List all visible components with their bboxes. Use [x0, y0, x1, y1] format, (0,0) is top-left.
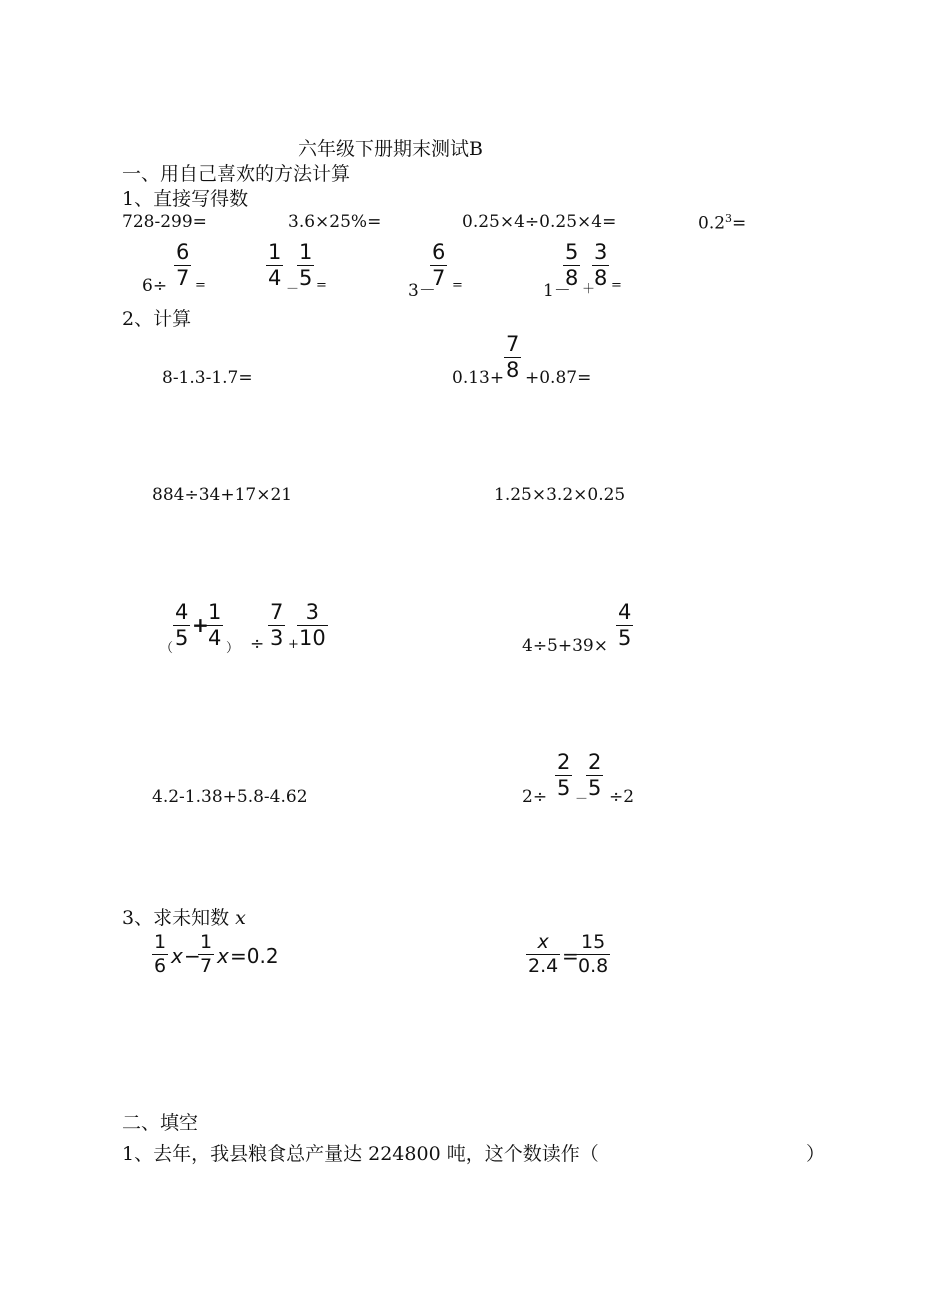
numerator: x: [537, 931, 549, 953]
fraction-1-4b: [206, 602, 223, 649]
denominator: 5: [618, 626, 632, 650]
calc-problem-8-suffix: ÷2: [609, 787, 635, 807]
calc-problem-8-prefix: 2÷: [522, 787, 548, 807]
numerator: 1: [154, 931, 167, 953]
fraction-2-5b: [586, 752, 603, 799]
numerator: 1: [268, 240, 282, 264]
fraction-3-8: [592, 242, 609, 289]
minus-sign: −: [184, 944, 201, 968]
denominator: 7: [176, 266, 190, 290]
calc-problem-6-prefix: 4÷5+39×: [522, 636, 608, 656]
unknown-variable: x: [235, 907, 246, 929]
fraction-15-0.8: [576, 933, 610, 976]
denominator: 10: [299, 626, 326, 650]
part2-heading: 2、计算: [122, 308, 192, 330]
problem-1-8-prefix: 1－: [543, 281, 571, 301]
fraction-6-7b: [430, 242, 447, 289]
page-title: 六年级下册期末测试B: [298, 138, 483, 160]
close-paren: ）: [226, 641, 240, 656]
equals-sign: =: [195, 278, 206, 293]
minus-sign: －: [575, 792, 589, 807]
denominator: 5: [175, 626, 189, 650]
numerator: 4: [175, 600, 189, 624]
equation-rhs: =0.2: [230, 944, 279, 968]
numerator: 1: [200, 931, 213, 953]
denominator: 4: [208, 626, 222, 650]
variable-x: x: [171, 944, 183, 968]
denominator: 8: [565, 266, 579, 290]
equals-sign: =: [611, 278, 622, 293]
minus-sign: －: [286, 282, 300, 297]
numerator: 2: [588, 750, 602, 774]
numerator: 6: [176, 240, 190, 264]
numerator: 3: [594, 240, 608, 264]
denominator: 4: [268, 266, 282, 290]
fraction-5-8: [563, 242, 580, 289]
calc-problem-1: 8-1.3-1.7=: [162, 368, 253, 388]
section1-heading: 一、用自己喜欢的方法计算: [122, 163, 351, 185]
numerator: 1: [208, 600, 222, 624]
section2-heading: 二、填空: [122, 1112, 199, 1134]
equals-sign: =: [452, 278, 463, 293]
part3-heading-text: 3、求未知数: [122, 907, 230, 929]
fraction-2-5: [555, 752, 572, 799]
equals-sign: =: [732, 213, 747, 234]
plus-sign: ＋: [582, 282, 596, 297]
fill-question-1-close: ）: [806, 1143, 826, 1165]
part3-heading: [122, 903, 246, 930]
denominator: 7: [200, 955, 213, 977]
plus-sign-small: +: [288, 637, 299, 652]
calc-problem-2-suffix: +0.87=: [525, 368, 592, 388]
fraction-4-5b: [616, 602, 633, 649]
fill-question-1: 1、去年，我县粮食总产量达 224800 吨，这个数读作（: [122, 1143, 599, 1165]
calc-problem-4: 1.25×3.2×0.25: [494, 485, 626, 505]
problem-1-4: [698, 212, 746, 234]
denominator: 5: [588, 776, 602, 800]
denominator: 6: [154, 955, 167, 977]
denominator: 5: [557, 776, 571, 800]
equals-sign: =: [562, 944, 579, 968]
denominator: 7: [432, 266, 446, 290]
numerator: 1: [299, 240, 313, 264]
numerator: 4: [618, 600, 632, 624]
numerator: 7: [270, 600, 284, 624]
open-paren: （: [160, 641, 174, 656]
denominator: 2.4: [528, 955, 559, 977]
divide-sign: ÷: [250, 634, 265, 654]
equals-sign: =: [316, 278, 327, 293]
denominator: 8: [506, 358, 520, 382]
denominator: 3: [270, 626, 284, 650]
denominator: 8: [594, 266, 608, 290]
fraction-3-10: [297, 602, 328, 649]
problem-1-5-prefix: 6÷: [142, 276, 168, 296]
problem-1-2: 3.6×25%=: [288, 212, 382, 232]
fraction-1-5: [297, 242, 314, 289]
fraction-7-8: [504, 334, 521, 381]
base-value: 0.2: [698, 213, 726, 234]
numerator: 5: [565, 240, 579, 264]
fraction-x-2.4: [526, 933, 560, 976]
fraction-1-4: [266, 242, 283, 289]
calc-problem-2-prefix: 0.13+: [452, 368, 505, 388]
fraction-4-5: [173, 602, 190, 649]
exponent: 3: [725, 212, 733, 225]
denominator: 5: [299, 266, 313, 290]
numerator: 7: [506, 332, 520, 356]
numerator: 3: [305, 600, 320, 624]
plus-sign: +: [192, 613, 209, 637]
fraction-6-7: [174, 242, 191, 289]
variable-x: x: [217, 944, 229, 968]
denominator: 0.8: [578, 955, 609, 977]
fraction-1-6: [152, 933, 168, 976]
numerator: 15: [581, 931, 606, 953]
problem-1-7-prefix: 3－: [408, 281, 436, 301]
calc-problem-3: 884÷34+17×21: [152, 485, 293, 505]
fraction-1-7: [198, 933, 214, 976]
problem-1-1: 728-299=: [122, 212, 207, 232]
part1-heading: 1、直接写得数: [122, 188, 249, 210]
problem-1-3: 0.25×4÷0.25×4=: [462, 212, 617, 232]
numerator: 6: [432, 240, 446, 264]
calc-problem-7: 4.2-1.38+5.8-4.62: [152, 787, 308, 807]
fraction-7-3: [268, 602, 285, 649]
numerator: 2: [557, 750, 571, 774]
